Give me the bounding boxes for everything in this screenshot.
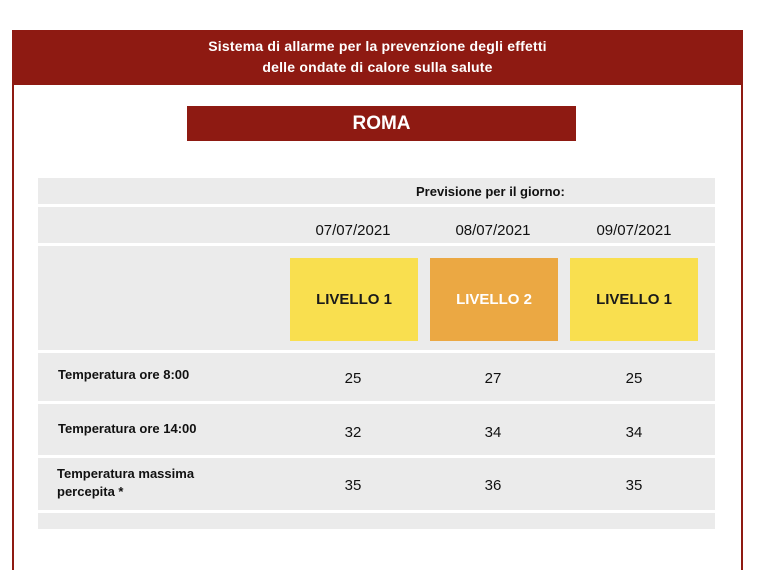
value-temp-max-day-3: 35 xyxy=(625,477,643,494)
value-temp-14-day-3: 34 xyxy=(625,424,643,441)
level-badge-day-3: LIVELLO 1 xyxy=(570,258,698,341)
value-temp-14-day-2: 34 xyxy=(484,424,502,441)
forecast-header-band xyxy=(38,178,715,204)
header-title-line2: delle ondate di calore sulla salute xyxy=(262,59,493,75)
city-title: ROMA xyxy=(187,106,576,141)
row-label-temp-max-line2: percepita * xyxy=(57,484,124,499)
header-title-line1: Sistema di allarme per la prevenzione degli effetti xyxy=(208,38,547,54)
value-temp-max-day-1: 35 xyxy=(344,477,362,494)
value-temp-max-day-2: 36 xyxy=(484,477,502,494)
footer-band xyxy=(38,513,715,529)
value-temp-14-day-1: 32 xyxy=(344,424,362,441)
level-badge-day-2: LIVELLO 2 xyxy=(430,258,558,341)
row-label-temp-max xyxy=(57,465,237,501)
value-temp-8-day-2: 27 xyxy=(484,370,502,387)
row-label-temp-max-line1: Temperatura massima xyxy=(57,466,195,481)
row-label-temp-14: Temperatura ore 14:00 xyxy=(58,421,197,436)
value-temp-8-day-1: 25 xyxy=(344,370,362,387)
date-day-2: 08/07/2021 xyxy=(455,222,531,239)
date-day-3: 09/07/2021 xyxy=(596,222,672,239)
value-temp-8-day-3: 25 xyxy=(625,370,643,387)
row-label-temp-8: Temperatura ore 8:00 xyxy=(58,367,190,382)
date-day-1: 07/07/2021 xyxy=(315,222,391,239)
header-banner xyxy=(12,30,743,85)
level-badge-day-1: LIVELLO 1 xyxy=(290,258,418,341)
forecast-label: Previsione per il giorno: xyxy=(416,184,565,199)
